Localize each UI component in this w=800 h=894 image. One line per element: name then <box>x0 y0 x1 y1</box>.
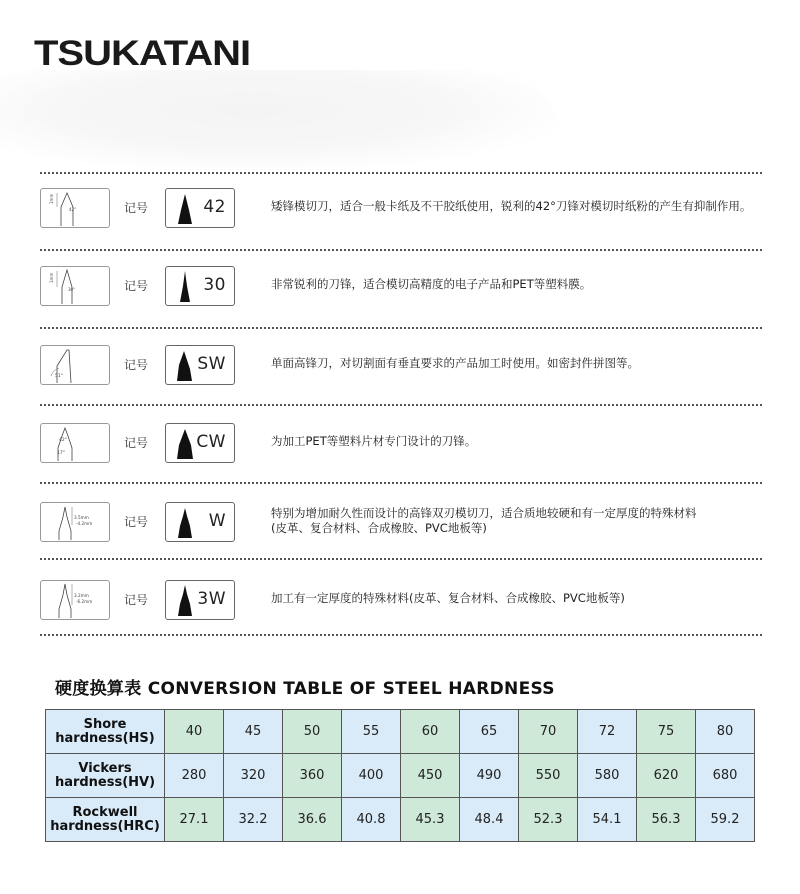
blade-code-box <box>165 345 235 385</box>
blade-row-cw <box>0 423 800 463</box>
blade-description: 为加工PET等塑料片材专门设计的刀锋。 <box>271 434 477 448</box>
blade-code: 42 <box>203 197 226 217</box>
blade-icon <box>174 427 196 459</box>
table-cell: 400 <box>342 754 401 798</box>
blade-description: 特别为增加耐久性而设计的高锋双刃模切刀，适合质地较硬和有一定厚度的特殊材料 (皮革、复合材料、合成橡胶、PVC地板等) <box>271 506 697 535</box>
blade-row-sw <box>0 345 800 385</box>
row-header: Shore hardness(HS) <box>46 710 165 754</box>
blade-code: SW <box>197 354 226 374</box>
blade-profile-diagram <box>40 502 110 542</box>
blade-profile-diagram <box>40 580 110 620</box>
brand-logo: TSUKATANI <box>34 34 251 73</box>
blade-row-w <box>0 502 800 542</box>
row-header: Vickers hardness(HV) <box>46 754 165 798</box>
blade-icon <box>174 584 196 616</box>
divider <box>40 634 762 636</box>
table-cell: 59.2 <box>696 798 755 842</box>
blade-code-box <box>165 423 235 463</box>
header-background-shape <box>0 70 560 170</box>
table-cell: 620 <box>637 754 696 798</box>
blade-code-box <box>165 188 235 228</box>
table-cell: 72 <box>578 710 637 754</box>
blade-profile-diagram <box>40 345 110 385</box>
blade-icon <box>174 192 196 224</box>
blade-profile-diagram <box>40 188 110 228</box>
blade-profile-diagram <box>40 423 110 463</box>
blade-code: 30 <box>203 275 226 295</box>
diagram-label: 1mm <box>49 193 54 204</box>
table-cell: 45 <box>224 710 283 754</box>
table-cell: 280 <box>165 754 224 798</box>
diagram-label: -4.2mm <box>76 521 93 526</box>
table-cell: 52.3 <box>519 798 578 842</box>
code-label: 记号 <box>124 201 149 215</box>
diagram-label: 17° <box>57 451 65 456</box>
code-label: 记号 <box>124 358 149 372</box>
table-row <box>46 710 755 754</box>
table-cell: 54.1 <box>578 798 637 842</box>
table-cell: 360 <box>283 754 342 798</box>
table-cell: 27.1 <box>165 798 224 842</box>
table-cell: 56.3 <box>637 798 696 842</box>
table-cell: 40.8 <box>342 798 401 842</box>
blade-description: 单面高锋刀，对切割面有垂直要求的产品加工时使用。如密封件拼图等。 <box>271 356 639 370</box>
blade-icon <box>174 270 196 302</box>
code-label: 记号 <box>124 515 149 529</box>
blade-icon <box>174 349 196 381</box>
code-label: 记号 <box>124 593 149 607</box>
table-cell: 490 <box>460 754 519 798</box>
diagram-label: 30° <box>68 287 76 292</box>
diagram-label: 42° <box>69 207 77 212</box>
diagram-label: 3.2mm <box>74 593 89 598</box>
code-label: 记号 <box>124 279 149 293</box>
divider <box>40 172 762 174</box>
table-cell: 55 <box>342 710 401 754</box>
divider <box>40 249 762 251</box>
diagram-label: 1mm <box>49 272 54 283</box>
blade-description: 加工有一定厚度的特殊材料(皮革、复合材料、合成橡胶、PVC地板等) <box>271 591 625 605</box>
blade-row-30 <box>0 266 800 306</box>
table-cell: 550 <box>519 754 578 798</box>
blade-row-3w <box>0 580 800 620</box>
diagram-label: 42° <box>59 438 67 443</box>
table-cell: 32.2 <box>224 798 283 842</box>
table-cell: 65 <box>460 710 519 754</box>
blade-code-box <box>165 580 235 620</box>
divider <box>40 482 762 484</box>
table-cell: 580 <box>578 754 637 798</box>
hardness-conversion-table <box>45 709 755 842</box>
blade-row-42 <box>0 188 800 228</box>
blade-code: W <box>208 511 226 531</box>
blade-icon <box>174 506 196 538</box>
blade-code: CW <box>196 432 226 452</box>
table-cell: 450 <box>401 754 460 798</box>
table-cell: 680 <box>696 754 755 798</box>
table-row <box>46 798 755 842</box>
table-cell: 48.4 <box>460 798 519 842</box>
table-cell: 36.6 <box>283 798 342 842</box>
blade-code-box <box>165 502 235 542</box>
blade-profile-diagram <box>40 266 110 306</box>
row-header: Rockwell hardness(HRC) <box>46 798 165 842</box>
table-cell: 40 <box>165 710 224 754</box>
diagram-label: 51° <box>55 374 63 379</box>
table-cell: 45.3 <box>401 798 460 842</box>
blade-description: 矮锋模切刀，适合一般卡纸及不干胶纸使用，锐利的42°刀锋对模切时纸粉的产生有抑制作用。 <box>271 199 752 213</box>
table-cell: 60 <box>401 710 460 754</box>
table-cell: 80 <box>696 710 755 754</box>
divider <box>40 404 762 406</box>
divider <box>40 558 762 560</box>
diagram-label: -6.2mm <box>76 599 93 604</box>
divider <box>40 327 762 329</box>
table-cell: 50 <box>283 710 342 754</box>
blade-code-box <box>165 266 235 306</box>
table-cell: 320 <box>224 754 283 798</box>
blade-description: 非常锐利的刀锋，适合模切高精度的电子产品和PET等塑料膜。 <box>271 277 592 291</box>
table-cell: 75 <box>637 710 696 754</box>
code-label: 记号 <box>124 436 149 450</box>
blade-code: 3W <box>197 589 226 609</box>
table-row <box>46 754 755 798</box>
hardness-table-title: 硬度换算表 CONVERSION TABLE OF STEEL HARDNESS <box>55 679 555 699</box>
diagram-label: 3.5mm <box>74 515 89 520</box>
table-cell: 70 <box>519 710 578 754</box>
